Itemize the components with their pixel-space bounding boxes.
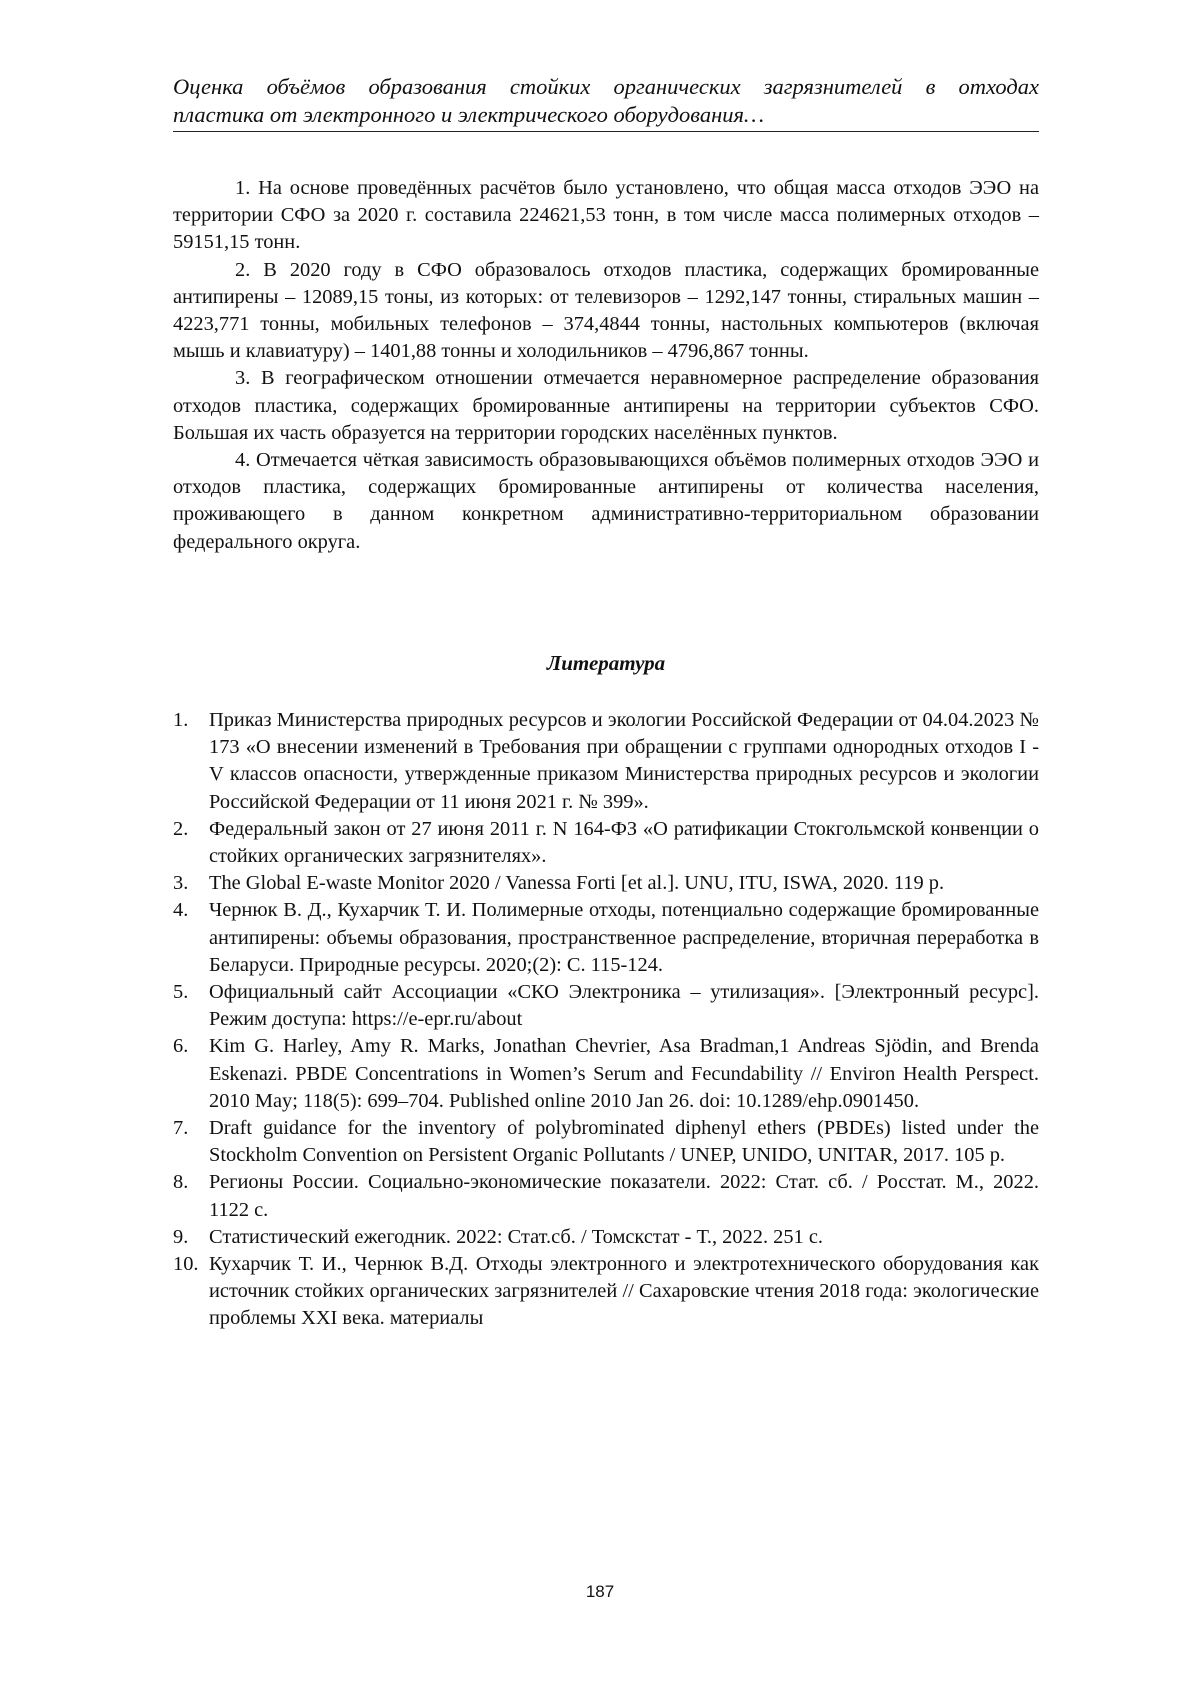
reference-item xyxy=(173,816,1039,870)
page-number: 187 xyxy=(585,1582,615,1601)
reference-text: Приказ Министерства природных ресурсов и экологии Российской Федерации от 04.04.2023 № 173 «О внесении изменений в Требования при обращении с группами однородных отходов I - V классов опасности, утвержденные приказом Министерства природных ресурсов и экологии Российской Федерации от 11 июня 2021 г. № 399». xyxy=(209,709,1039,813)
conclusion-paragraph-4: 4. Отмечается чёткая зависимость образовывающихся объёмов полимерных отходов ЭЭО и отходов пластика, содержащих бромированные антипирены от количества населения, проживающего в данном конкретном административно-территориальном образовании федерального округа. xyxy=(173,449,1039,553)
reference-number: 1. xyxy=(173,709,189,731)
conclusion-paragraph-2: 2. В 2020 году в СФО образовалось отходов пластика, содержащих бромированные антипирены – 12089,15 тоны, из которых: от телевизоров – 1292,147 тонны, стиральных машин – 4223,771 тонны, мобильных телефонов – 374,4844 тонны, настольных компьютеров (включая мышь и клавиатуру) – 1401,88 тонны и холодильников – 4796,867 тонны. xyxy=(173,258,1039,363)
reference-number: 4. xyxy=(173,899,189,922)
reference-number: 9. xyxy=(173,1225,189,1248)
reference-item xyxy=(173,1115,1039,1169)
reference-text: The Global E-waste Monitor 2020 / Vanessa Forti [et al.]. UNU, ITU, ISWA, 2020. 119 p. xyxy=(209,872,945,895)
running-header xyxy=(173,73,1039,132)
conclusion-paragraph-3: 3. В географическом отношении отмечается неравномерное распределение образования отходов пластика, содержащих бромированные антипирены на территории субъектов СФО. Большая их часть образуется на территории городских населённых пунктов. xyxy=(173,367,1039,444)
reference-list xyxy=(173,707,1039,1333)
reference-item xyxy=(173,979,1039,1033)
reference-item xyxy=(173,1033,1039,1115)
reference-text: Draft guidance for the inventory of polybrominated diphenyl ethers (PBDEs) listed under the Stockholm Convention on Persistent Organic Pollutants / UNEP, UNIDO, UNITAR, 2017. 105 p. xyxy=(209,1117,1039,1167)
reference-number: 5. xyxy=(173,981,189,1004)
reference-item xyxy=(173,1169,1039,1223)
reference-number: 7. xyxy=(173,1117,189,1140)
reference-text: Статистический ежегодник. 2022: Стат.сб. / Томскстат - Т., 2022. 251 с. xyxy=(209,1225,823,1248)
reference-text: Кухарчик Т. И., Чернюк В.Д. Отходы электронного и электротехнического оборудования как источник стойких органических загрязнителей // Сахаровские чтения 2018 года: экологические проблемы XXI века. материалы xyxy=(209,1253,1039,1330)
reference-item xyxy=(173,870,1039,897)
running-header-line-1: Оценка объёмов образования стойких органических загрязнителей в отходах xyxy=(173,74,1039,99)
reference-item xyxy=(173,897,1039,979)
literature-heading: Литература xyxy=(546,651,666,675)
reference-item xyxy=(173,707,1039,816)
reference-text: Официальный сайт Ассоциации «СКО Электроника – утилизация». [Электронный ресурс]. Режим доступа: https://e-epr.ru/about xyxy=(209,981,1039,1031)
running-header-line-2: пластика от электронного и электрического оборудования… xyxy=(173,102,764,127)
reference-item xyxy=(173,1251,1039,1333)
reference-number: 6. xyxy=(173,1035,189,1058)
reference-text: Чернюк В. Д., Кухарчик Т. И. Полимерные отходы, потенциально содержащие бромированные антипирены: объемы образования, пространственное распределение, вторичная переработка в Беларуси. Природные ресурсы. 2020;(2): С. 115-124. xyxy=(209,899,1039,976)
conclusion-paragraph-1: 1. На основе проведённых расчётов было установлено, что общая масса отходов ЭЭО на территории СФО за 2020 г. составила 224621,53 тонн, в том числе масса полимерных отходов – 59151,15 тонн. xyxy=(173,177,1039,254)
reference-text: Kim G. Harley, Amy R. Marks, Jonathan Chevrier, Asa Bradman,1 Andreas Sjödin, and Brenda Eskenazi. PBDE Concentrations in Women’s Serum and Fecundability // Environ Health Perspect. 2010 May; 118(5): 699–704. Published online 2010 Jan 26. doi: 10.1289/ehp.0901450. xyxy=(209,1035,1039,1112)
reference-item xyxy=(173,1224,1039,1251)
reference-number: 10. xyxy=(173,1253,199,1276)
reference-number: 2. xyxy=(173,817,189,840)
reference-text: Регионы России. Социально-экономические показатели. 2022: Стат. сб. / Росстат. М., 2022. 1122 с. xyxy=(209,1171,1039,1221)
reference-text: Федеральный закон от 27 июня 2011 г. N 164-ФЗ «О ратификации Стокгольмской конвенции о стойких органических загрязнителях». xyxy=(209,817,1039,868)
reference-number: 8. xyxy=(173,1171,189,1194)
reference-number: 3. xyxy=(173,872,189,895)
conclusions-section xyxy=(173,175,1039,556)
